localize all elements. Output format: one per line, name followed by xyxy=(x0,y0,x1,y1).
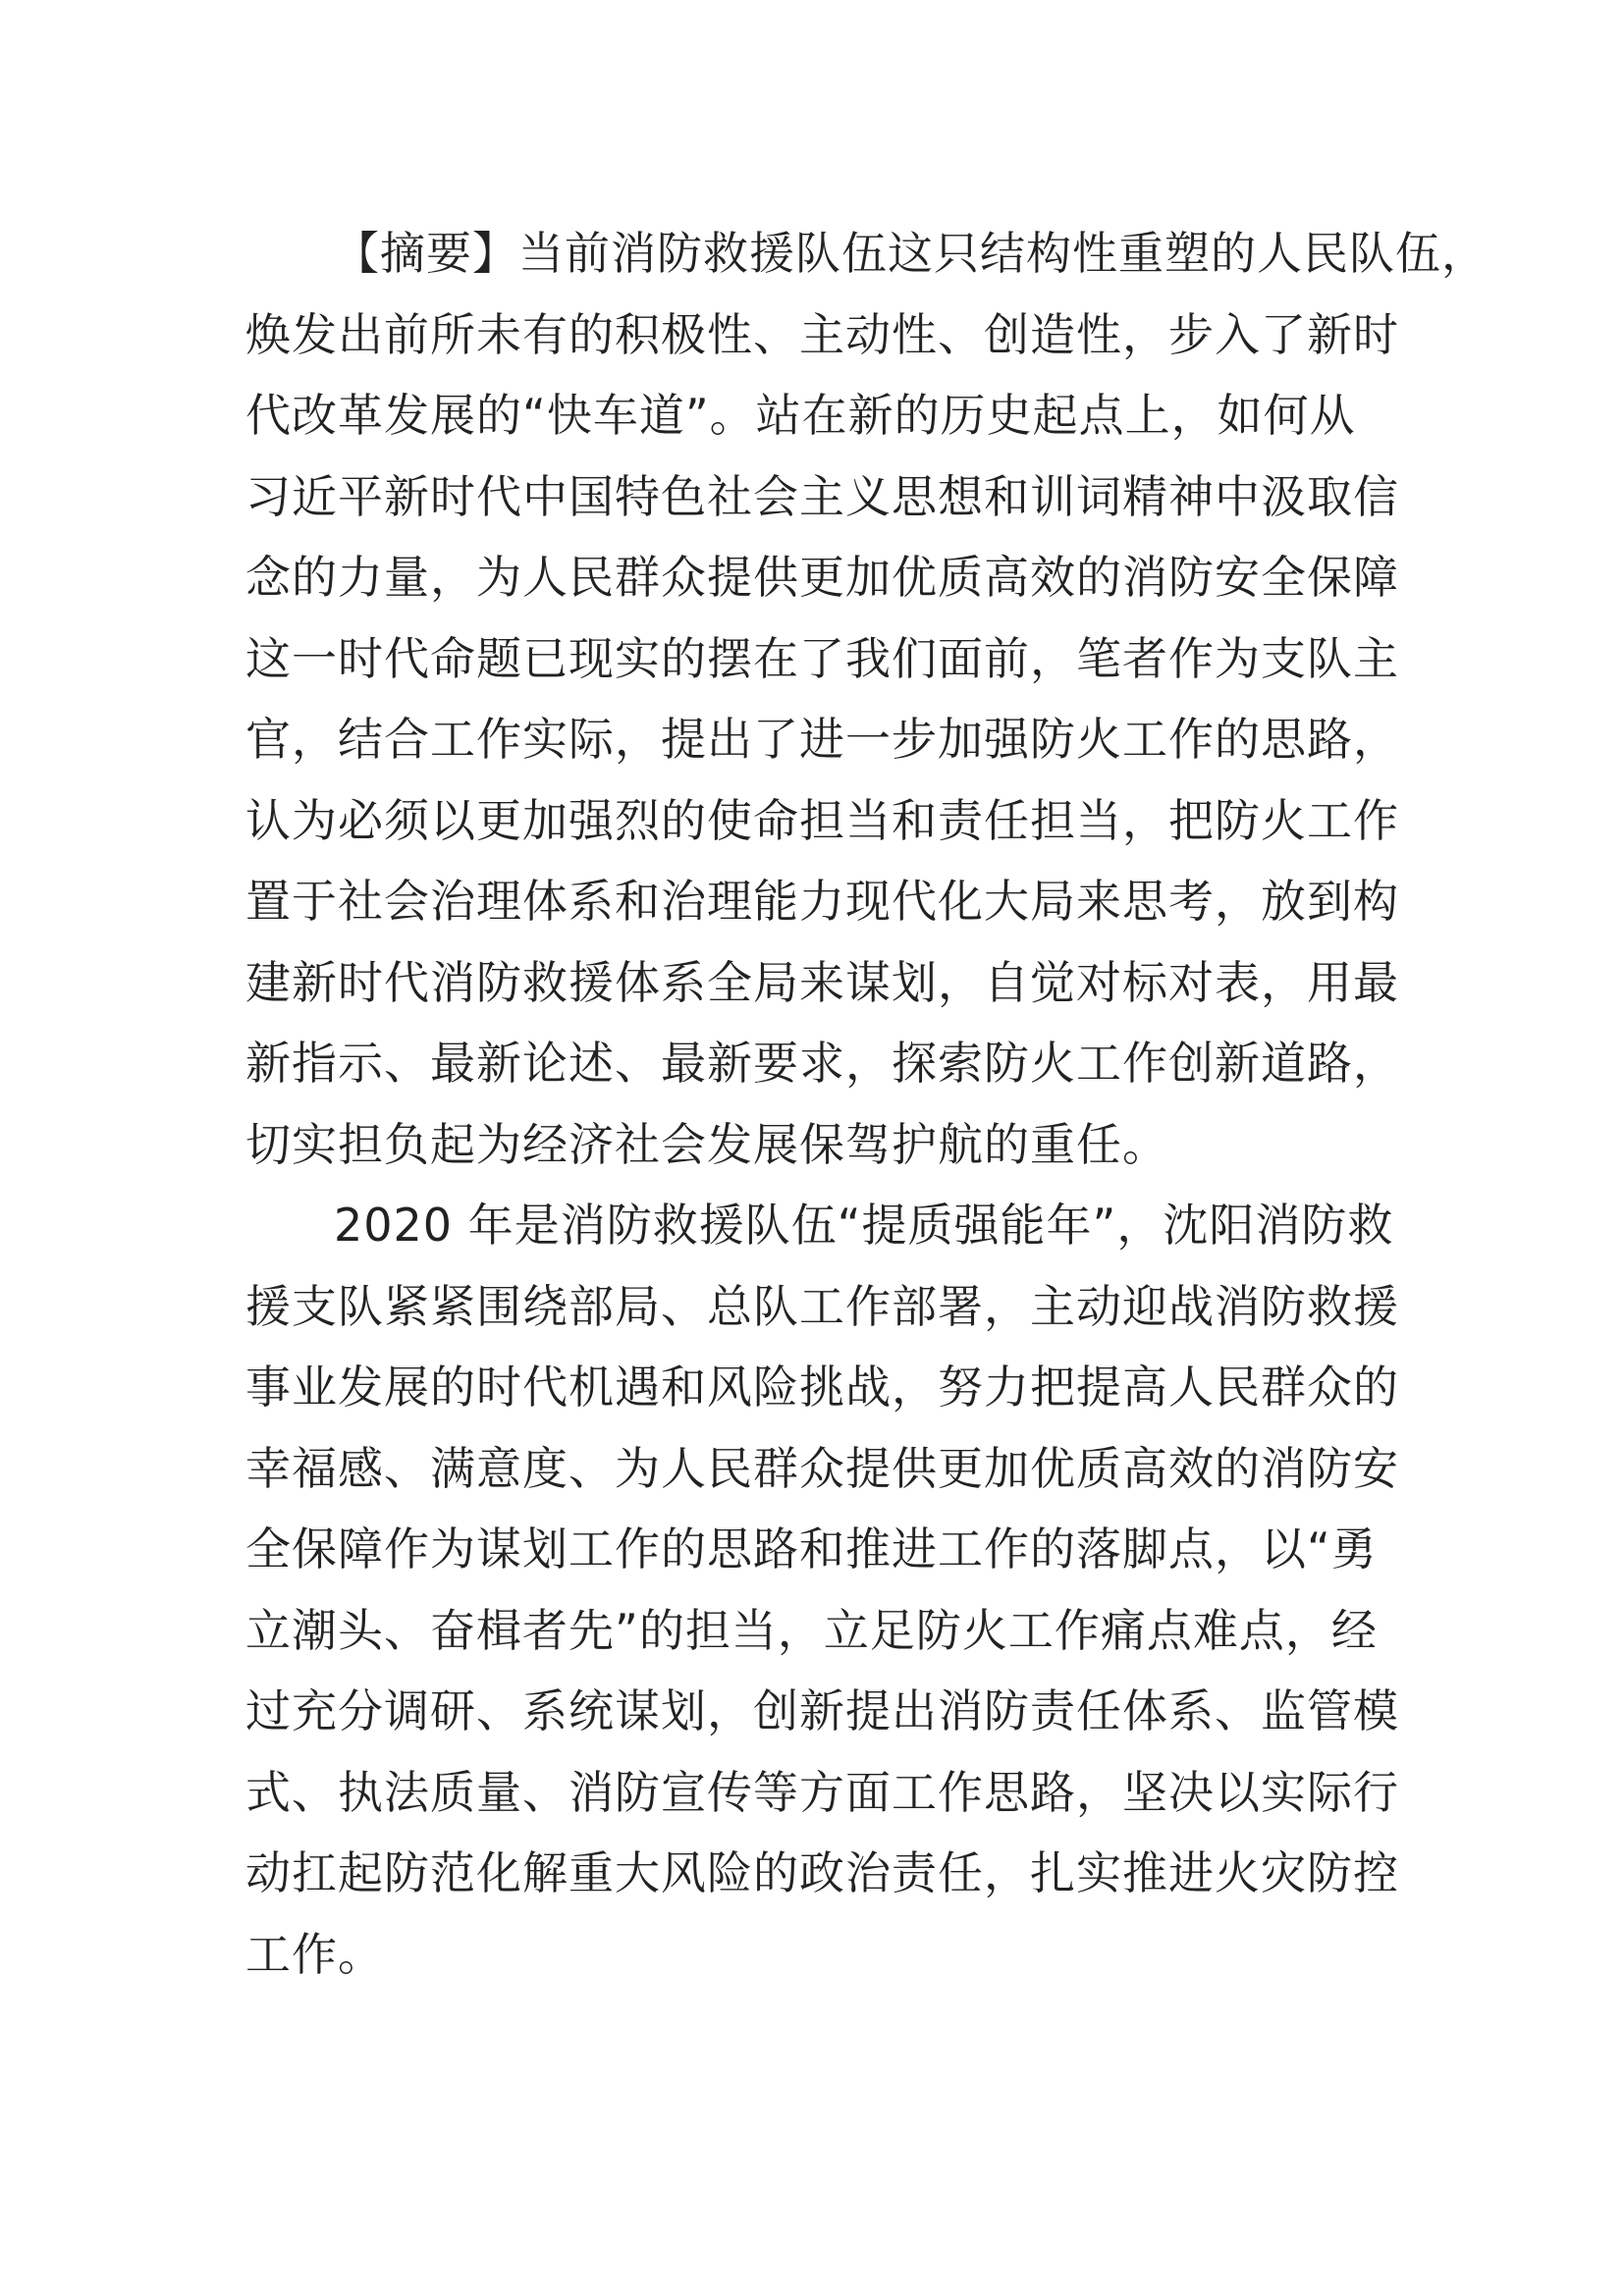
text-line: 全保障作为谋划工作的思路和推进工作的落脚点，以“勇 xyxy=(245,1522,1378,1575)
text-line: 立潮头、奋楫者先”的担当，立足防火工作痛点难点，经 xyxy=(245,1603,1378,1657)
text-line: 代改革发展的“快车道”。站在新的历史起点上，如何从 xyxy=(245,389,1356,442)
text-line: 官，结合工作实际，提出了进一步加强防火工作的思路， xyxy=(245,713,1399,766)
body-paragraph xyxy=(245,1185,1399,1995)
text-line: 这一时代命题已现实的摆在了我们面前，笔者作为支队主 xyxy=(245,631,1399,685)
text-line: 动扛起防范化解重大风险的政治责任，扎实推进火灾防控 xyxy=(245,1846,1399,1899)
text-line: 新指示、最新论述、最新要求，探索防火工作创新道路， xyxy=(245,1037,1399,1090)
text-line: 工作。 xyxy=(245,1927,384,1981)
text-line: 幸福感、满意度、为人民群众提供更加优质高效的消防安 xyxy=(245,1441,1399,1495)
text-line: 建新时代消防救援体系全局来谋划，自觉对标对表，用最 xyxy=(245,955,1399,1009)
text-line: 习近平新时代中国特色社会主义思想和训词精神中汲取信 xyxy=(245,469,1399,523)
text-line: 认为必须以更加强烈的使命担当和责任担当，把防火工作 xyxy=(245,793,1399,847)
text-line: 事业发展的时代机遇和风险挑战，努力把提高人民群众的 xyxy=(245,1361,1399,1414)
abstract-paragraph xyxy=(245,213,1488,1185)
text-line: 焕发出前所未有的积极性、主动性、创造性，步入了新时 xyxy=(245,307,1399,361)
text-line: 2020 年是消防救援队伍“提质强能年”，沈阳消防救 xyxy=(334,1199,1394,1252)
document-page xyxy=(245,213,1488,1995)
text-line: 援支队紧紧围绕部局、总队工作部署，主动迎战消防救援 xyxy=(245,1279,1399,1333)
text-line: 过充分调研、系统谋划，创新提出消防责任体系、监管模 xyxy=(245,1684,1399,1737)
text-line: 切实担负起为经济社会发展保驾护航的重任。 xyxy=(245,1117,1168,1171)
text-line: 置于社会治理体系和治理能力现代化大局来思考，放到构 xyxy=(245,875,1399,928)
text-line: 念的力量，为人民群众提供更加优质高效的消防安全保障 xyxy=(245,551,1399,604)
text-line: 式、执法质量、消防宣传等方面工作思路，坚决以实际行 xyxy=(245,1765,1399,1819)
text-line: 【摘要】当前消防救援队伍这只结构性重塑的人民队伍， xyxy=(334,227,1488,280)
